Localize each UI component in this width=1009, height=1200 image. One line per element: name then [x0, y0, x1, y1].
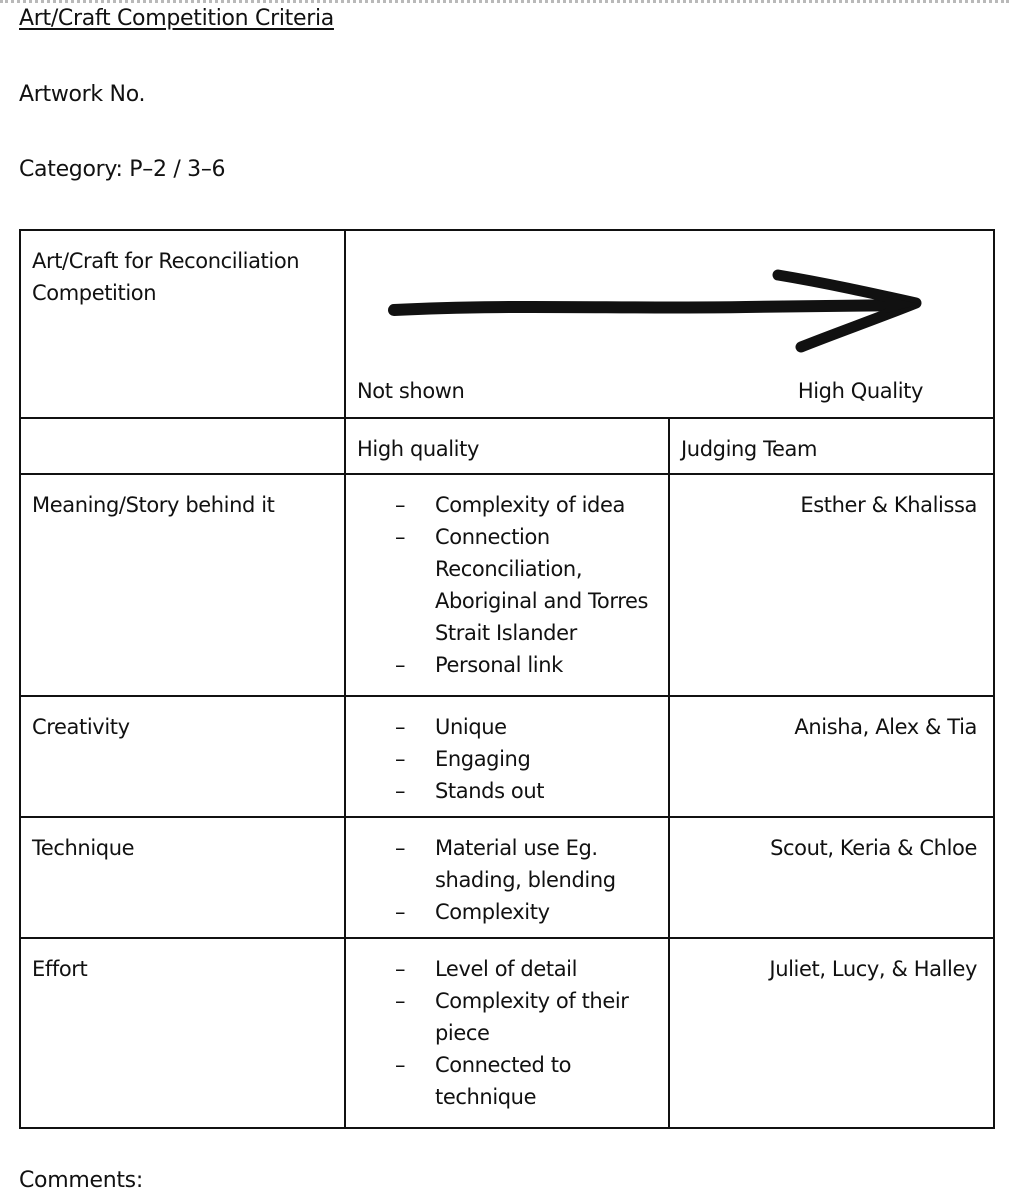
table-row	[20, 696, 994, 817]
column-header-judging-team: Judging Team	[669, 418, 994, 474]
document-title: Art/Craft Competition Criteria	[19, 6, 334, 31]
criterion-cell: Creativity	[20, 696, 345, 817]
list-item: – Material use Eg. shading, blending	[435, 832, 657, 896]
comments-label: Comments:	[19, 1168, 143, 1193]
quality-scale-cell	[345, 230, 994, 418]
judging-team-cell: Scout, Keria & Chloe	[669, 817, 994, 938]
table-header-row	[20, 230, 994, 418]
table-row	[20, 474, 994, 696]
criterion-cell: Meaning/Story behind it	[20, 474, 345, 696]
criteria-list	[357, 711, 657, 807]
list-item: – Stands out	[435, 775, 657, 807]
criteria-list	[357, 832, 657, 928]
list-item: – Complexity	[435, 896, 657, 928]
list-item: – Personal link	[435, 649, 657, 681]
criteria-table	[19, 229, 995, 1129]
judging-team-cell: Juliet, Lucy, & Halley	[669, 938, 994, 1128]
table-row	[20, 938, 994, 1128]
list-item: – Engaging	[435, 743, 657, 775]
page-top-border	[0, 0, 1009, 3]
scale-high-label: High Quality	[797, 379, 923, 403]
criteria-points-cell	[345, 938, 669, 1128]
criterion-cell: Technique	[20, 817, 345, 938]
artwork-number-label: Artwork No.	[19, 82, 146, 107]
list-item: – Complexity of their piece	[435, 985, 657, 1049]
table-row	[20, 817, 994, 938]
criteria-points-cell	[345, 817, 669, 938]
list-item: – Complexity of idea	[435, 489, 657, 521]
criteria-list	[357, 953, 657, 1113]
competition-label-cell	[20, 230, 345, 418]
criteria-points-cell	[345, 474, 669, 696]
judging-team-cell: Anisha, Alex & Tia	[669, 696, 994, 817]
category-label: Category: P–2 / 3–6	[19, 157, 226, 182]
list-item: – Level of detail	[435, 953, 657, 985]
judging-team-cell: Esther & Khalissa	[669, 474, 994, 696]
list-item: – Unique	[435, 711, 657, 743]
criteria-list	[357, 489, 657, 681]
arrow-right-icon	[386, 267, 926, 357]
list-item: – Connected to technique	[435, 1049, 657, 1113]
criterion-cell: Effort	[20, 938, 345, 1128]
scale-low-label: Not shown	[357, 379, 465, 403]
column-header-high-quality: High quality	[345, 418, 669, 474]
criteria-points-cell	[345, 696, 669, 817]
column-header-row	[20, 418, 994, 474]
column-header-blank	[20, 418, 345, 474]
competition-label: Art/Craft for Reconciliation Competition	[32, 249, 300, 305]
list-item: – Connection Reconciliation, Aboriginal and Torres Strait Islander	[435, 521, 657, 649]
